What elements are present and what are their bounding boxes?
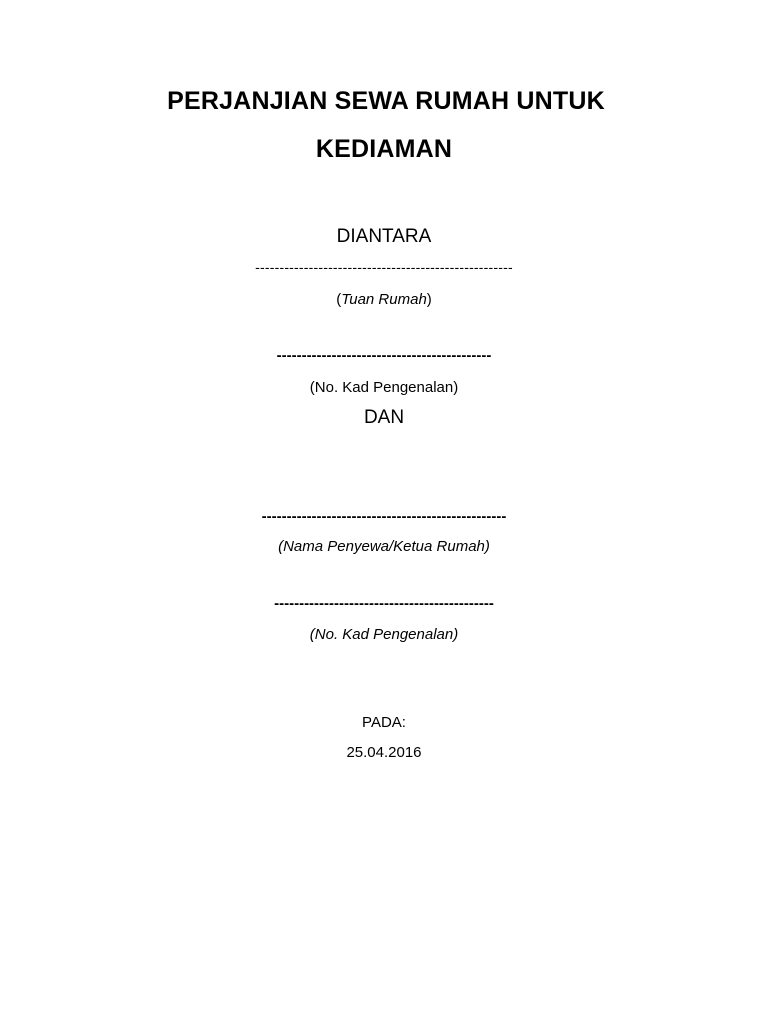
landlord-close-paren: ) (426, 291, 432, 308)
tenant-ic-label: (No. Kad Pengenalan) (309, 626, 459, 643)
tenant-ic-blank: -------------------------------------------- (274, 595, 494, 612)
date-value: 25.04.2016 (346, 744, 422, 761)
document-title-line-1: PERJANJIAN SEWA RUMAH UNTUK (167, 87, 605, 115)
document-title-line-2: KEDIAMAN (315, 135, 453, 163)
tenant-label: (Nama Penyewa/Ketua Rumah) (278, 538, 490, 555)
landlord-name-blank: ----------------------------------------------------- (255, 259, 513, 275)
landlord-ic-blank: ------------------------------------------- (276, 347, 492, 364)
landlord-open-paren: ( (336, 291, 342, 308)
date-label: PADA: (362, 714, 406, 731)
landlord-ic-label: (No. Kad Pengenalan) (309, 379, 459, 396)
between-label: DIANTARA (336, 226, 432, 247)
tenant-name-blank: ------------------------------------------------- (261, 508, 507, 525)
landlord-label: Tuan Rumah (341, 291, 427, 308)
landlord-caption (0, 291, 768, 308)
and-label: DAN (363, 407, 405, 428)
